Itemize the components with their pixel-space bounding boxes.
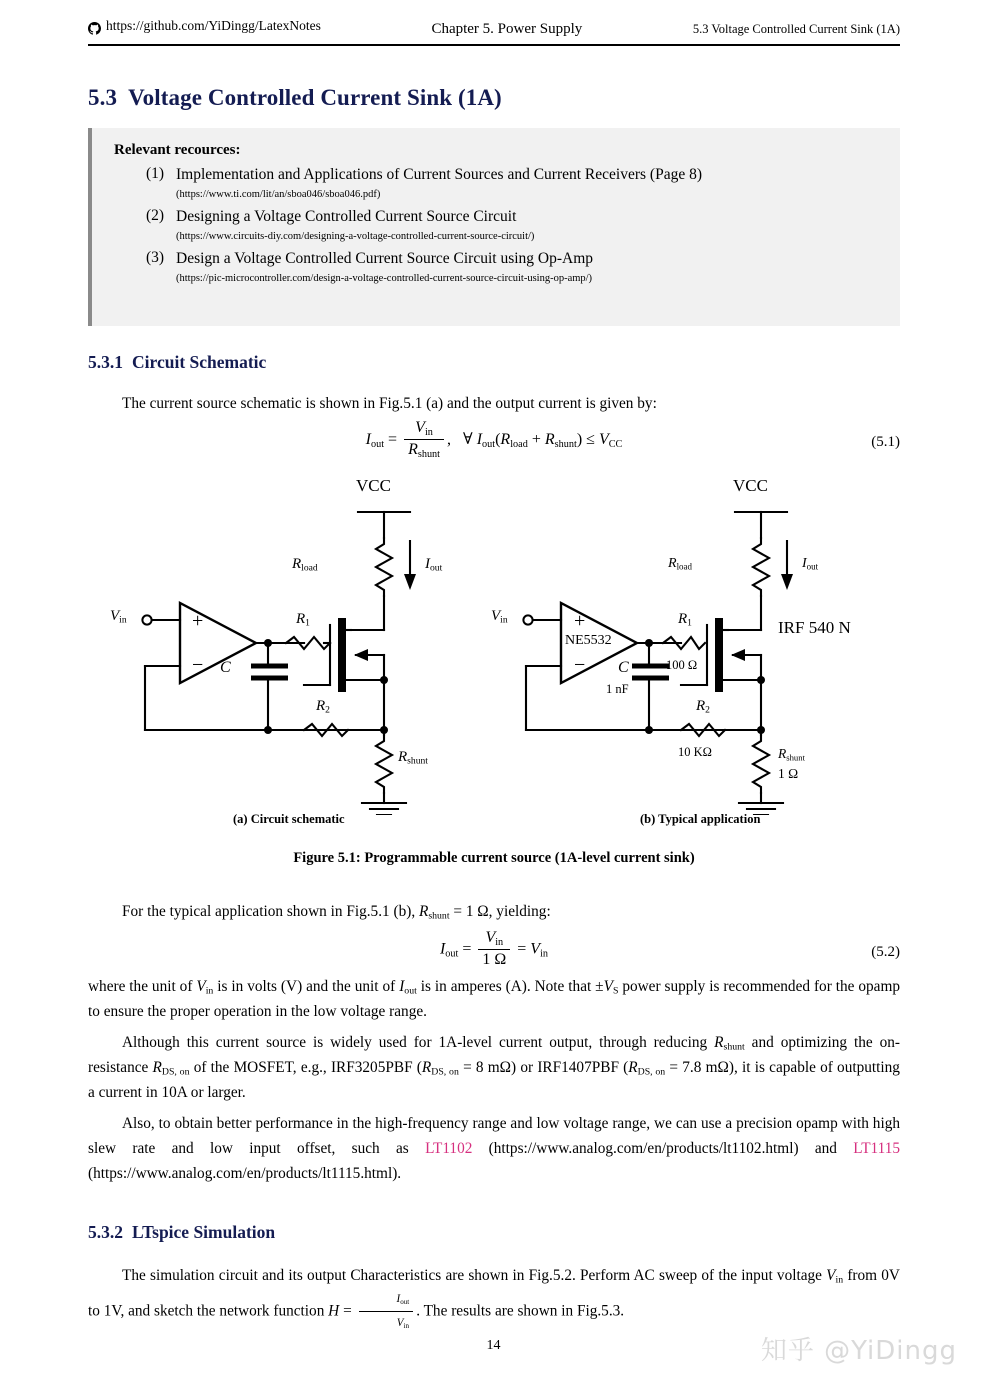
eq52-iout: I <box>439 940 446 958</box>
mosfet-rdson-1-sub: DS, on <box>161 1066 190 1078</box>
heading-5-3-2 <box>88 1222 275 1243</box>
label-mosfet-part-b: IRF 540 N <box>778 618 851 637</box>
mosfet-rdson-2-sub: DS, on <box>431 1066 459 1078</box>
eq51-rshunt: R <box>408 440 418 458</box>
sim-vin-sub: in <box>835 1274 844 1286</box>
heading-5-3-1-title: Circuit Schematic <box>132 352 267 372</box>
units-text-4: power supply is recommended for the opamp to ensure the proper operation in the low voltage range. <box>88 978 900 1020</box>
iout-arrowhead-a <box>404 574 416 590</box>
paragraph-typical <box>88 900 900 925</box>
mosfet-rdson-3-sub: DS, on <box>637 1066 666 1078</box>
label-rload-a: $R_{load}$ <box>292 556 318 574</box>
mosfet-rshunt: R <box>714 1034 724 1051</box>
capacitor-a <box>251 666 288 678</box>
resource-url-2[interactable]: (https://www.circuits-diy.com/designing-a-voltage-controlled-current-source-circuit/) <box>176 231 535 243</box>
heading-5-3-title: Voltage Controlled Current Sink (1A) <box>128 85 502 110</box>
label-rload-b: $R_{load}$ <box>668 556 692 572</box>
resource-marker-2: (2) <box>146 207 165 225</box>
paragraph-mosfet <box>88 1031 900 1105</box>
sim-text-1: The simulation circuit and its output Characteristics are shown in Fig.5.2. Perform AC sweep of the input voltage <box>122 1267 827 1284</box>
header-chapter: Chapter 5. Power Supply <box>431 20 583 37</box>
eq51-rshunt2: R <box>544 431 555 449</box>
paragraph-opamp <box>88 1112 900 1186</box>
label-op-plus-b: + <box>574 610 586 632</box>
mosfet-text-4: = 8 mΩ) or IRF1407PBF ( <box>458 1058 629 1076</box>
label-opamp-part-b: NE5532 <box>565 633 612 648</box>
heading-5-3-2-title: LTspice Simulation <box>132 1222 276 1242</box>
link-lt1115[interactable]: LT1115 <box>853 1139 900 1157</box>
label-rshunt-b: $R_{shunt}$ <box>778 746 805 763</box>
eq52-equals-2: = <box>517 940 527 958</box>
label-iout-b: $I_{out}$ <box>802 556 819 572</box>
sim-text-2: from 0V to 1V, and sketch the network function <box>88 1267 900 1320</box>
eq51-equals: = <box>388 431 398 449</box>
sim-fraction <box>359 1289 414 1333</box>
typical-text-2: = 1 Ω, yielding: <box>449 903 551 920</box>
relevant-resources-box <box>88 128 900 326</box>
label-r1-value-b: 100 Ω <box>666 658 698 672</box>
mosfet-rshunt-sub: shunt <box>723 1041 745 1053</box>
typical-text-1: For the typical application shown in Fig.5.1 (b), <box>122 903 419 920</box>
subcaption-a: (a) Circuit schematic <box>233 812 345 826</box>
label-vin-b: $V_{in}$ <box>491 608 508 626</box>
sim-den: V <box>396 1316 404 1329</box>
eq51-rload-sub: load <box>510 438 528 450</box>
mosfet-bulk-arrow-a <box>354 649 368 661</box>
label-r2-b: $R_2$ <box>696 698 710 716</box>
label-vcc-a: VCC <box>356 476 391 495</box>
label-vin-a: $V_{in}$ <box>110 608 127 626</box>
eq52-vin: V <box>485 929 496 946</box>
equation-5-1 <box>88 420 900 461</box>
junction-dots-a <box>264 639 388 734</box>
paragraph-intro: The current source schematic is shown in Fig.5.1 (a) and the output current is given by: <box>122 395 657 412</box>
units-iout: I <box>399 978 405 995</box>
eq52-fraction <box>478 929 510 969</box>
eq51-iout-sub: out <box>370 438 385 450</box>
iout-arrowhead-b <box>781 574 793 590</box>
label-r1-b: $R_1$ <box>678 611 692 629</box>
label-cap-value-b: 1 nF <box>606 682 629 696</box>
units-text-3: is in amperes (A). Note that ± <box>416 978 604 995</box>
eq51-fraction <box>404 419 444 460</box>
mosfet-text-2: and optimizing the on-resistance <box>88 1034 900 1076</box>
label-rshunt-a: $R_{shunt}$ <box>398 749 428 767</box>
label-r2-value-b: 10 KΩ <box>678 745 712 759</box>
subcaption-b: (b) Typical application <box>640 812 761 826</box>
sim-den-sub: in <box>403 1321 409 1330</box>
resource-item-3 <box>114 249 884 290</box>
page-number: 14 <box>486 1338 501 1353</box>
units-vs-sub: S <box>612 985 619 997</box>
units-iout-sub: out <box>404 985 417 997</box>
typical-rshunt: R <box>418 903 429 920</box>
label-rshunt-value-b: 1 Ω <box>778 766 799 781</box>
eq51-cond-i: I <box>476 431 483 449</box>
eq51-leq: ≤ <box>586 431 595 449</box>
label-r2-a: $R_2$ <box>316 698 330 716</box>
mosfet-text-5: = 7.8 mΩ), it is capable of outputting a current in 10A or larger. <box>88 1058 900 1101</box>
mosfet-text-3: of the MOSFET, e.g., IRF3205PBF ( <box>189 1058 422 1076</box>
mosfet-rdson-2: R <box>421 1058 432 1076</box>
resource-url-3[interactable]: (https://pic-microcontroller.com/design-a-voltage-controlled-current-source-circuit-using-op-amp/) <box>176 273 593 285</box>
resource-text-3: Design a Voltage Controlled Current Source Circuit using Op-Amp <box>176 250 594 268</box>
circuit-schematic-a <box>108 470 518 815</box>
eq51-vin-sub: in <box>424 426 433 438</box>
eq51-cond-i-sub: out <box>482 438 496 450</box>
opamp-text-1: Also, to obtain better performance in the high-frequency range and low voltage range, we can use a precision opamp with high slew rate and low input offset, such as <box>88 1115 900 1157</box>
label-op-minus-b: − <box>574 654 586 676</box>
label-cap-a: C <box>220 659 231 676</box>
vin-terminal-b <box>523 615 532 624</box>
opamp-text-3: (https://www.analog.com/en/products/lt1115.html). <box>88 1164 402 1182</box>
eq52-den: 1 Ω <box>478 949 510 969</box>
resource-marker-1: (1) <box>146 165 165 182</box>
resource-url-1[interactable]: (https://www.ti.com/lit/an/sboa046/sboa046.pdf) <box>176 189 381 201</box>
equation-5-1-tag: (5.1) <box>871 434 900 450</box>
opamp-text-2: (https://www.analog.com/en/products/lt1102.html) and <box>472 1139 854 1157</box>
sim-num: I <box>396 1293 401 1306</box>
label-iout-a: $I_{out}$ <box>425 556 443 574</box>
mosfet-rdson-3: R <box>628 1058 638 1076</box>
eq51-comma: , <box>447 431 452 449</box>
paragraph-units <box>88 975 900 1025</box>
figure-5-1 <box>88 470 900 880</box>
resources-title: Relevant recources: <box>114 142 241 158</box>
label-op-minus-a: − <box>192 654 204 676</box>
eq52-rhs-vin-sub: in <box>540 948 549 960</box>
eq51-paren-close: ) <box>576 431 583 449</box>
resource-marker-3: (3) <box>146 249 165 267</box>
equation-5-2-tag: (5.2) <box>871 944 900 960</box>
units-vs: V <box>603 978 613 995</box>
eq51-iout: I <box>365 431 371 449</box>
heading-5-3-1 <box>88 352 266 373</box>
figure-caption: Figure 5.1: Programmable current source (1A-level current sink) <box>293 850 695 866</box>
eq52-equals: = <box>462 940 472 958</box>
mosfet-bulk-arrow-b <box>731 649 745 661</box>
eq51-plus: + <box>531 431 541 449</box>
heading-5-3-number: 5.3 <box>88 85 118 110</box>
eq51-rload: R <box>500 431 511 449</box>
units-text-2: is in volts (V) and the unit of <box>213 978 400 995</box>
label-op-plus-a: + <box>192 610 204 632</box>
eq51-rshunt2-sub: shunt <box>554 438 577 450</box>
mosfet-rdson-1: R <box>152 1058 162 1076</box>
eq52-iout-sub: out <box>445 948 459 960</box>
label-cap-b: C <box>618 659 629 676</box>
units-vin-sub: in <box>205 985 214 997</box>
sim-text-3: . The results are shown in Fig.5.3. <box>416 1302 625 1320</box>
units-text-1: where the unit of <box>88 978 197 995</box>
equation-5-1-body <box>88 420 900 461</box>
eq51-vcc-sub: CC <box>608 438 623 450</box>
resource-item-2 <box>114 207 884 248</box>
junction-dots-b <box>645 639 765 734</box>
mosfet-text-1: Although this current source is widely used for 1A-level current output, through reducing <box>122 1034 715 1051</box>
eq51-vcc: V <box>598 431 609 449</box>
sim-vin: V <box>826 1267 836 1284</box>
resource-text-2: Designing a Voltage Controlled Current Source Circuit <box>176 208 517 226</box>
eq51-rshunt-sub: shunt <box>417 448 441 460</box>
link-lt1102[interactable]: LT1102 <box>425 1139 473 1157</box>
paragraph-simulation <box>88 1262 900 1334</box>
header-repo-link[interactable] <box>88 18 321 34</box>
resource-text-1: Implementation and Applications of Current Sources and Current Receivers (Page 8) <box>176 166 702 183</box>
header-repo-url: https://github.com/YiDingg/LatexNotes <box>106 18 321 33</box>
capacitor-b <box>632 666 669 678</box>
heading-5-3-2-number: 5.3.2 <box>88 1222 123 1242</box>
label-vcc-b: VCC <box>733 476 768 495</box>
header-running-section: 5.3 Voltage Controlled Current Sink (1A) <box>692 21 900 36</box>
heading-5-3-1-number: 5.3.1 <box>88 352 123 372</box>
equation-5-2-body <box>88 930 900 970</box>
label-r1-a: $R_1$ <box>296 611 310 629</box>
header-divider <box>88 44 900 46</box>
eq51-forall: ∀ <box>463 431 473 449</box>
eq52-vin-sub: in <box>495 936 504 948</box>
page-header <box>88 18 900 38</box>
eq51-paren-open: ( <box>495 431 501 449</box>
watermark: 知乎 @YiDingg <box>760 1336 957 1366</box>
typical-rshunt-sub: shunt <box>428 910 450 922</box>
sim-num-sub: out <box>400 1298 410 1307</box>
github-icon <box>88 22 101 35</box>
equation-5-2 <box>88 930 900 970</box>
eq51-vin: V <box>415 419 425 436</box>
units-vin: V <box>196 978 206 995</box>
sim-h: H <box>328 1302 340 1320</box>
sim-equals: = <box>343 1302 352 1320</box>
vin-terminal-a <box>142 615 151 624</box>
heading-5-3 <box>88 85 502 111</box>
eq52-rhs-vin: V <box>530 940 541 958</box>
resource-item-1 <box>114 165 884 206</box>
